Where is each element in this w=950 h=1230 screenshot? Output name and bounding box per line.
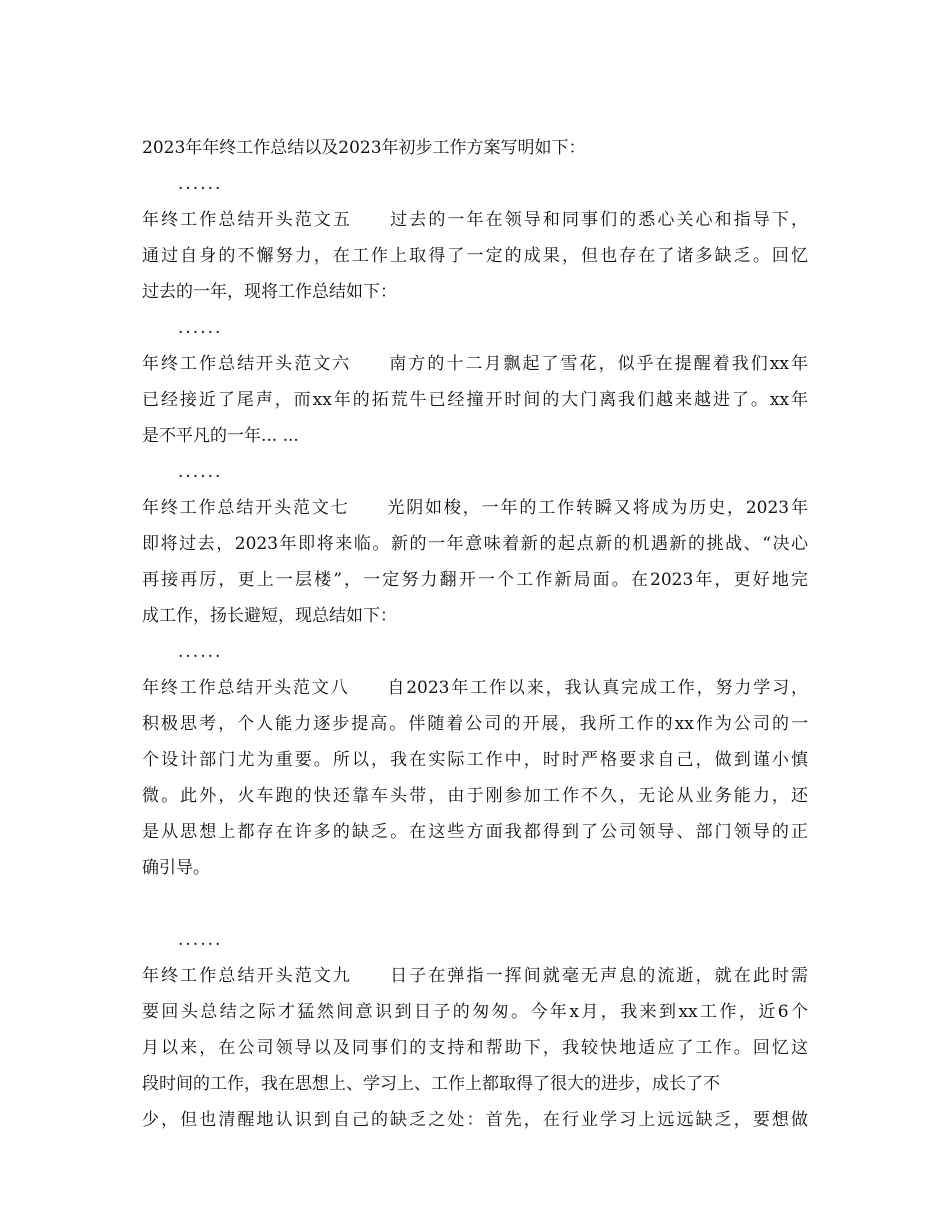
paragraph-line: 年终工作总结开头范文六 南方的十二月飘起了雪花，似乎在提醒着我们xx年 [142,354,808,374]
paragraph-line: 确引导。 [142,858,210,878]
ellipsis: ...... [178,318,223,338]
paragraph-line: 年终工作总结开头范文五 过去的一年在领导和同事们的悉心关心和指导下， [142,210,808,230]
section-fan-wen-8 [142,670,808,886]
paragraph-line: 要回头总结之际才猛然间意识到日子的匆匆。今年x月，我来到xx工作，近6个 [142,1002,808,1022]
ellipsis: ...... [178,174,223,194]
paragraph-line: 通过自身的不懈努力，在工作上取得了一定的成果，但也存在了诸多缺乏。回忆 [142,246,808,266]
paragraph-line: 即将过去，2023年即将来临。新的一年意味着新的起点新的机遇新的挑战、“决心 [142,534,808,554]
paragraph-line: 少，但也清醒地认识到自己的缺乏之处：首先，在行业学习上远远缺乏，要想做 [142,1110,808,1130]
section-fan-wen-9 [142,958,808,1138]
paragraph-line: 月以来，在公司领导以及同事们的支持和帮助下，我较快地适应了工作。回忆这 [142,1038,808,1058]
paragraph-line: 年终工作总结开头范文八 自2023年工作以来，我认真完成工作，努力学习， [142,678,808,698]
paragraph-line: 过去的一年，现将工作总结如下： [142,282,397,302]
paragraph-line: 是从思想上都存在许多的缺乏。在这些方面我都得到了公司领导、部门领导的正 [142,822,808,842]
section-fan-wen-6 [142,346,808,454]
section-fan-wen-7 [142,490,808,634]
section-fan-wen-5 [142,202,808,310]
paragraph-line: 段时间的工作，我在思想上、学习上、工作上都取得了很大的进步，成长了不 [142,1074,720,1094]
document-body [142,130,808,1138]
ellipsis: ...... [178,642,223,662]
paragraph-line: 再接再厉，更上一层楼”，一定努力翻开一个工作新局面。在2023年，更好地完 [142,570,808,590]
spacer [142,886,808,922]
ellipsis: ...... [178,930,223,950]
paragraph-line: 积极思考，个人能力逐步提高。伴随着公司的开展，我所工作的xx作为公司的一 [142,714,808,734]
paragraph-line: 年终工作总结开头范文九 日子在弹指一挥间就毫无声息的流逝，就在此时需 [142,966,808,986]
intro-line: 2023年年终工作总结以及2023年初步工作方案写明如下： [142,138,586,158]
paragraph-line: 是不平凡的一年... ... [142,426,299,446]
paragraph-line: 年终工作总结开头范文七 光阴如梭，一年的工作转瞬又将成为历史，2023年 [142,498,808,518]
ellipsis: ...... [178,462,223,482]
paragraph-line: 微。此外，火车跑的快还靠车头带，由于刚参加工作不久，无论从业务能力，还 [142,786,808,806]
paragraph-line: 个设计部门尤为重要。所以，我在实际工作中，时时严格要求自己，做到谨小慎 [142,750,808,770]
paragraph-line: 已经接近了尾声，而xx年的拓荒牛已经撞开时间的大门离我们越来越进了。xx年 [142,390,808,410]
paragraph-line: 成工作，扬长避短，现总结如下： [142,606,397,626]
